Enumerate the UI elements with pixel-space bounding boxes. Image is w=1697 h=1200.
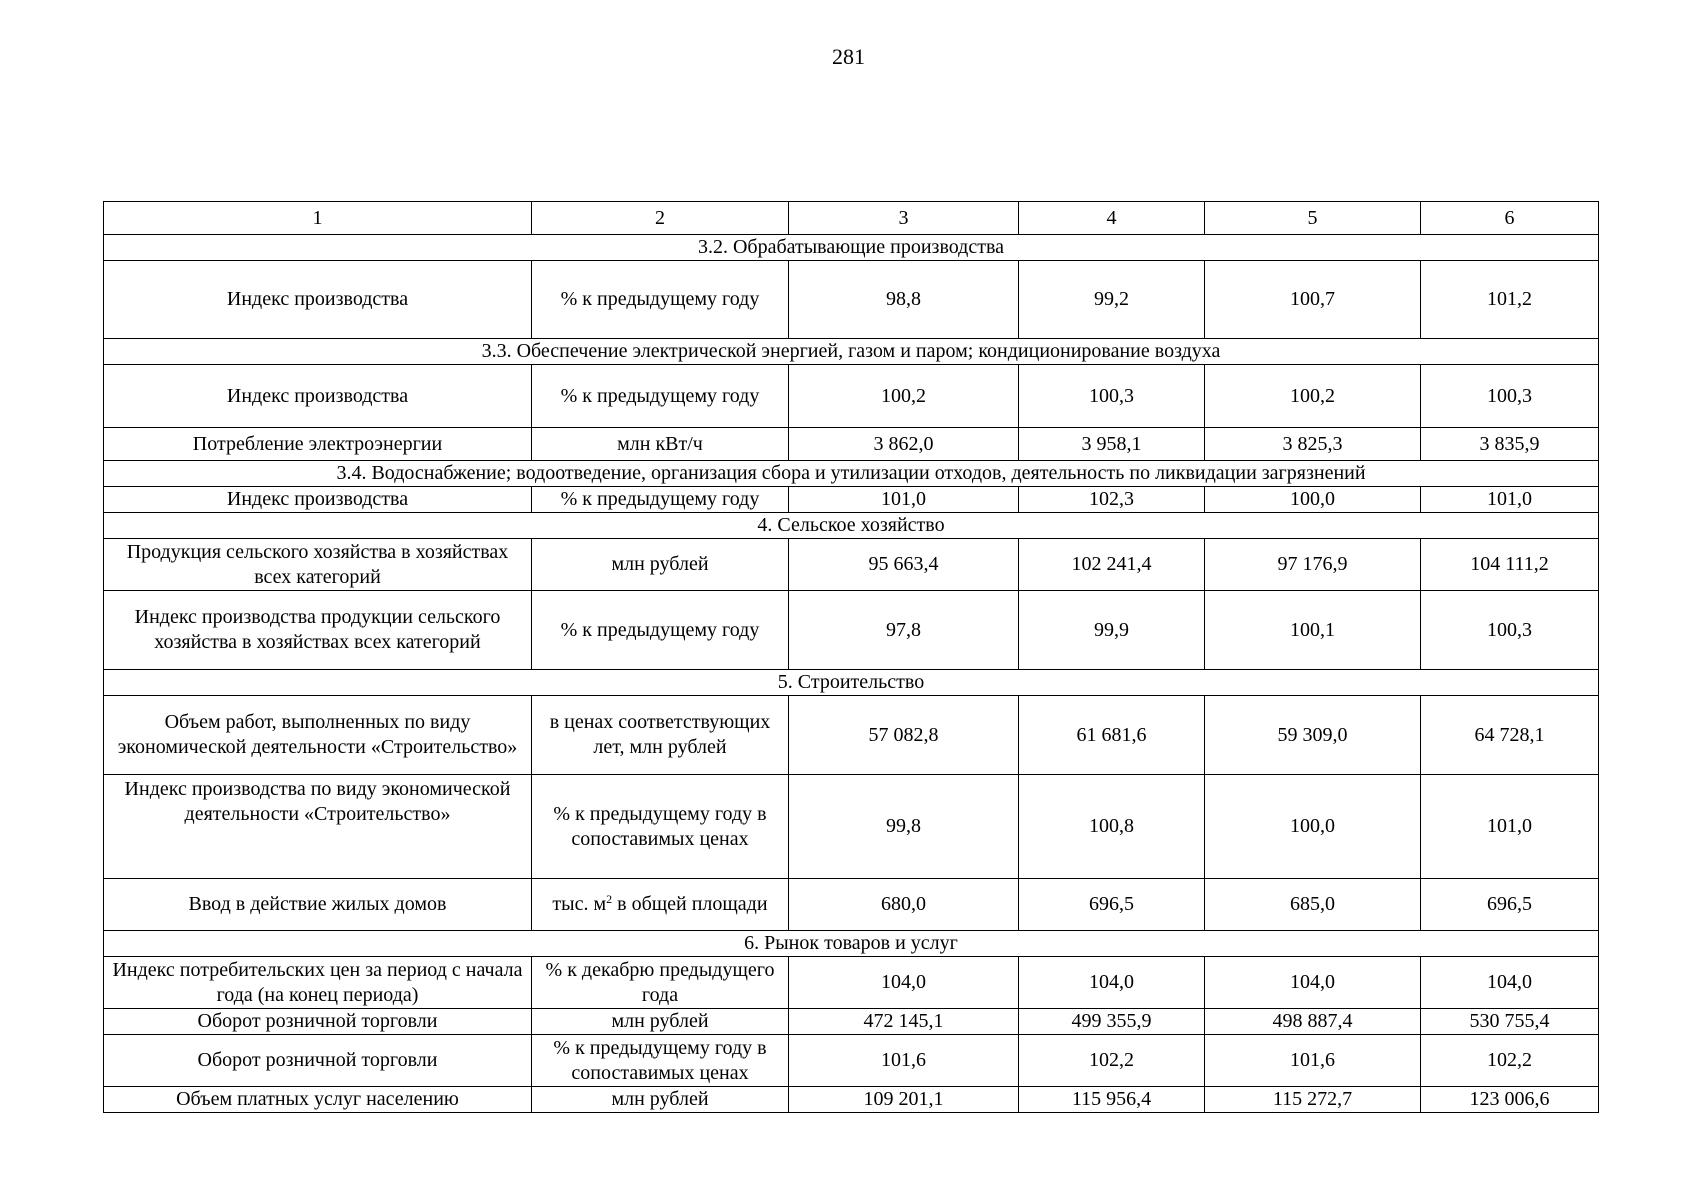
value-cell: 115 272,7 <box>1205 1087 1421 1113</box>
value-cell: 101,6 <box>1205 1035 1421 1087</box>
indicator-cell: Ввод в действие жилых домов <box>104 879 532 931</box>
section-heading-row <box>104 339 1599 365</box>
value-cell: 100,8 <box>1019 775 1205 879</box>
table-row <box>104 428 1599 461</box>
value-cell: 499 355,9 <box>1019 1009 1205 1035</box>
table-row <box>104 879 1599 931</box>
value-cell: 115 956,4 <box>1019 1087 1205 1113</box>
value-cell: 61 681,6 <box>1019 696 1205 775</box>
section-heading-row <box>104 670 1599 696</box>
value-cell: 104 111,2 <box>1421 539 1599 591</box>
table-row <box>104 775 1599 879</box>
value-cell: 104,0 <box>1205 957 1421 1009</box>
unit-cell: % к предыдущему году в сопоставимых ценах <box>532 775 789 879</box>
unit-superscript: 2 <box>606 892 613 906</box>
value-cell: 97,8 <box>789 591 1019 670</box>
unit-cell: млн рублей <box>532 539 789 591</box>
value-cell: 685,0 <box>1205 879 1421 931</box>
value-cell: 100,1 <box>1205 591 1421 670</box>
value-cell: 100,2 <box>789 365 1019 428</box>
unit-cell: % к предыдущему году <box>532 591 789 670</box>
value-cell: 99,8 <box>789 775 1019 879</box>
value-cell: 64 728,1 <box>1421 696 1599 775</box>
table-row <box>104 539 1599 591</box>
table-row <box>104 1087 1599 1113</box>
indicator-cell: Индекс производства <box>104 261 532 339</box>
value-cell: 498 887,4 <box>1205 1009 1421 1035</box>
unit-cell: % к предыдущему году в сопоставимых ценах <box>532 1035 789 1087</box>
value-cell: 102,3 <box>1019 487 1205 513</box>
value-cell: 696,5 <box>1421 879 1599 931</box>
indicator-cell: Объем работ, выполненных по виду экономической деятельности «Строительство» <box>104 696 532 775</box>
indicator-cell: Оборот розничной торговли <box>104 1009 532 1035</box>
table-row <box>104 1035 1599 1087</box>
unit-cell: млн рублей <box>532 1087 789 1113</box>
value-cell: 101,0 <box>1421 775 1599 879</box>
indicator-cell: Индекс потребительских цен за период с начала года (на конец периода) <box>104 957 532 1009</box>
value-cell: 696,5 <box>1019 879 1205 931</box>
value-cell: 101,6 <box>789 1035 1019 1087</box>
column-header: 1 <box>104 202 532 235</box>
value-cell: 102,2 <box>1019 1035 1205 1087</box>
value-cell: 123 006,6 <box>1421 1087 1599 1113</box>
section-heading-row <box>104 513 1599 539</box>
table-row <box>104 1009 1599 1035</box>
section-title: 3.2. Обрабатывающие производства <box>104 235 1599 261</box>
value-cell: 102,2 <box>1421 1035 1599 1087</box>
indicator-cell: Индекс производства <box>104 487 532 513</box>
unit-cell: % к предыдущему году <box>532 365 789 428</box>
column-header: 2 <box>532 202 789 235</box>
unit-cell: в ценах соответствующих лет, млн рублей <box>532 696 789 775</box>
indicator-cell: Потребление электроэнергии <box>104 428 532 461</box>
value-cell: 104,0 <box>1421 957 1599 1009</box>
section-heading-row <box>104 235 1599 261</box>
value-cell: 3 958,1 <box>1019 428 1205 461</box>
value-cell: 100,7 <box>1205 261 1421 339</box>
indicator-cell: Индекс производства по виду экономической деятельности «Строительство» <box>104 775 532 879</box>
unit-cell <box>532 879 789 931</box>
value-cell: 102 241,4 <box>1019 539 1205 591</box>
section-title: 6. Рынок товаров и услуг <box>104 931 1599 957</box>
table-row <box>104 487 1599 513</box>
value-cell: 100,0 <box>1205 775 1421 879</box>
value-cell: 100,3 <box>1019 365 1205 428</box>
value-cell: 57 082,8 <box>789 696 1019 775</box>
section-heading-row <box>104 931 1599 957</box>
table-row <box>104 696 1599 775</box>
table-row <box>104 957 1599 1009</box>
value-cell: 99,2 <box>1019 261 1205 339</box>
value-cell: 104,0 <box>789 957 1019 1009</box>
value-cell: 109 201,1 <box>789 1087 1019 1113</box>
value-cell: 104,0 <box>1019 957 1205 1009</box>
section-heading-row <box>104 461 1599 487</box>
value-cell: 100,2 <box>1205 365 1421 428</box>
value-cell: 101,0 <box>1421 487 1599 513</box>
section-title: 3.3. Обеспечение электрической энергией, газом и паром; кондиционирование воздуха <box>104 339 1599 365</box>
unit-cell: % к декабрю предыдущего года <box>532 957 789 1009</box>
value-cell: 101,0 <box>789 487 1019 513</box>
page-number: 281 <box>832 44 865 69</box>
column-header: 4 <box>1019 202 1205 235</box>
value-cell: 680,0 <box>789 879 1019 931</box>
value-cell: 98,8 <box>789 261 1019 339</box>
column-header: 6 <box>1421 202 1599 235</box>
value-cell: 95 663,4 <box>789 539 1019 591</box>
column-header: 5 <box>1205 202 1421 235</box>
value-cell: 101,2 <box>1421 261 1599 339</box>
indicator-cell: Продукция сельского хозяйства в хозяйствах всех категорий <box>104 539 532 591</box>
indicator-cell: Объем платных услуг населению <box>104 1087 532 1113</box>
value-cell: 100,3 <box>1421 591 1599 670</box>
table-row <box>104 365 1599 428</box>
table-row <box>104 261 1599 339</box>
unit-text-suffix: в общей площади <box>612 893 768 915</box>
value-cell: 3 835,9 <box>1421 428 1599 461</box>
value-cell: 99,9 <box>1019 591 1205 670</box>
value-cell: 472 145,1 <box>789 1009 1019 1035</box>
value-cell: 97 176,9 <box>1205 539 1421 591</box>
indicator-cell: Оборот розничной торговли <box>104 1035 532 1087</box>
data-table <box>103 201 1599 1113</box>
unit-cell: млн кВт/ч <box>532 428 789 461</box>
unit-text: тыс. м <box>552 893 607 915</box>
value-cell: 530 755,4 <box>1421 1009 1599 1035</box>
column-number-row <box>104 202 1599 235</box>
table-row <box>104 591 1599 670</box>
value-cell: 100,0 <box>1205 487 1421 513</box>
value-cell: 3 825,3 <box>1205 428 1421 461</box>
unit-cell: млн рублей <box>532 1009 789 1035</box>
section-title: 4. Сельское хозяйство <box>104 513 1599 539</box>
column-header: 3 <box>789 202 1019 235</box>
section-title: 5. Строительство <box>104 670 1599 696</box>
value-cell: 59 309,0 <box>1205 696 1421 775</box>
indicator-cell: Индекс производства <box>104 365 532 428</box>
section-title: 3.4. Водоснабжение; водоотведение, организация сбора и утилизации отходов, деятельность по ликвидации загрязнений <box>104 461 1599 487</box>
value-cell: 100,3 <box>1421 365 1599 428</box>
value-cell: 3 862,0 <box>789 428 1019 461</box>
unit-cell: % к предыдущему году <box>532 261 789 339</box>
unit-cell: % к предыдущему году <box>532 487 789 513</box>
indicator-cell: Индекс производства продукции сельского хозяйства в хозяйствах всех категорий <box>104 591 532 670</box>
